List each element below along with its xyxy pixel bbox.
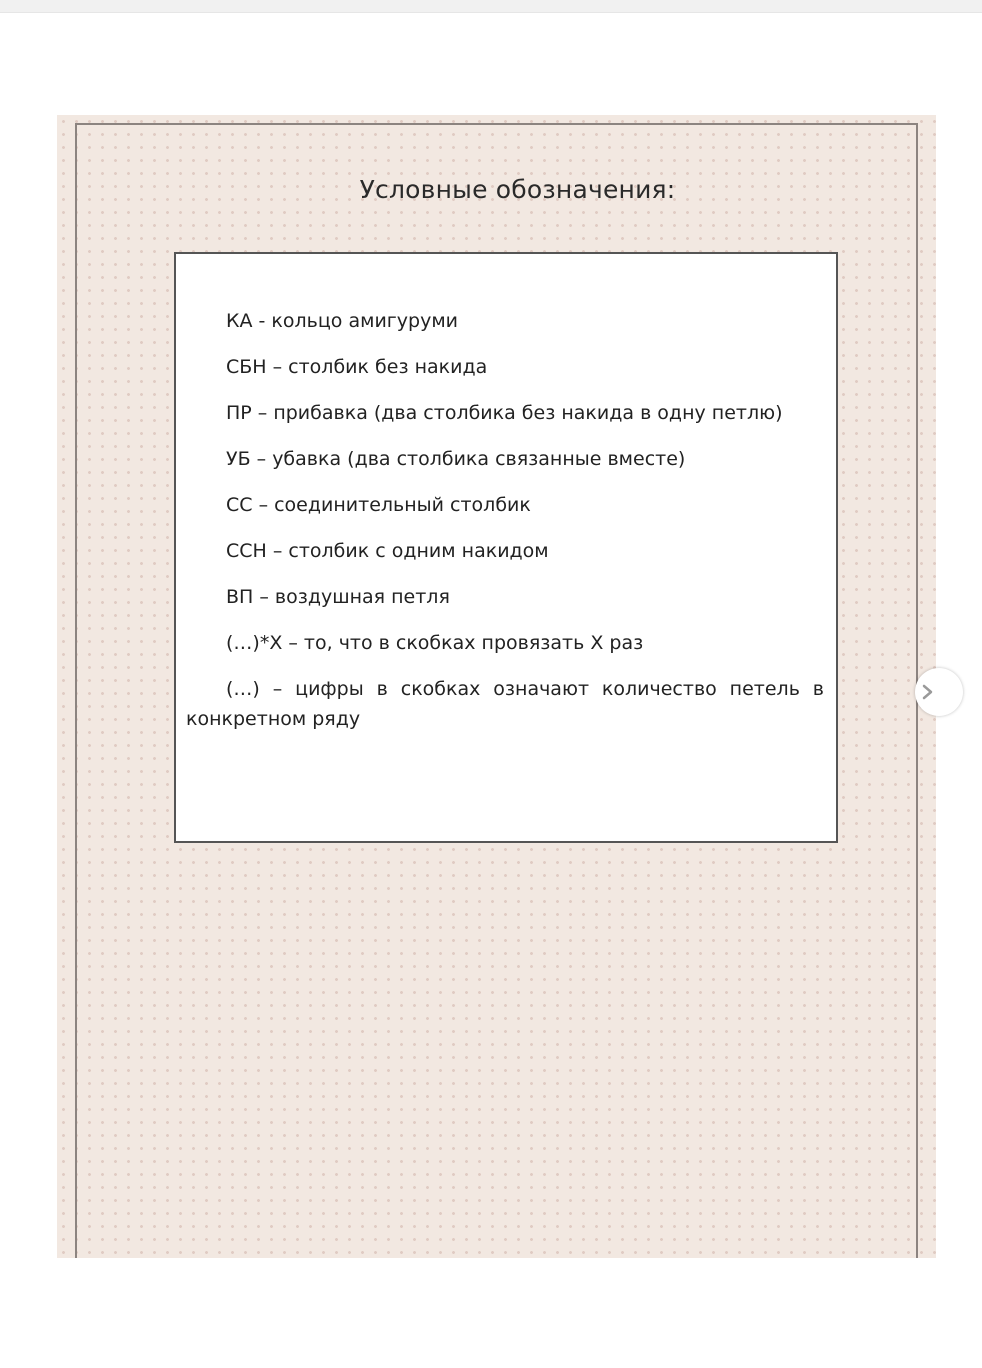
legend-item-ka: КА - кольцо амигуруми — [226, 310, 458, 332]
page-title: Условные обозначения: — [359, 175, 676, 204]
legend-item-vp: ВП – воздушная петля — [226, 586, 450, 608]
chevron-right-icon — [921, 684, 935, 700]
legend-item-ss: СС – соединительный столбик — [226, 494, 531, 516]
legend-item-count: (…) – цифры в скобках означают количество петель в конкретном ряду — [186, 678, 824, 730]
legend-item-repeat: (…)*Х – то, что в скобках провязать Х раз — [226, 632, 644, 654]
legend-item-sbn: СБН – столбик без накида — [226, 356, 488, 378]
legend-box — [174, 252, 838, 843]
legend-item-ssn: ССН – столбик с одним накидом — [226, 540, 549, 562]
legend-page-image — [57, 115, 936, 1258]
next-slide-button[interactable] — [915, 668, 963, 716]
legend-item-ub: УБ – убавка (два столбика связанные вместе) — [226, 448, 686, 470]
top-bar — [0, 0, 982, 13]
legend-list — [176, 306, 836, 750]
legend-item-pr: ПР – прибавка (два столбика без накида в одну петлю) — [226, 402, 783, 424]
